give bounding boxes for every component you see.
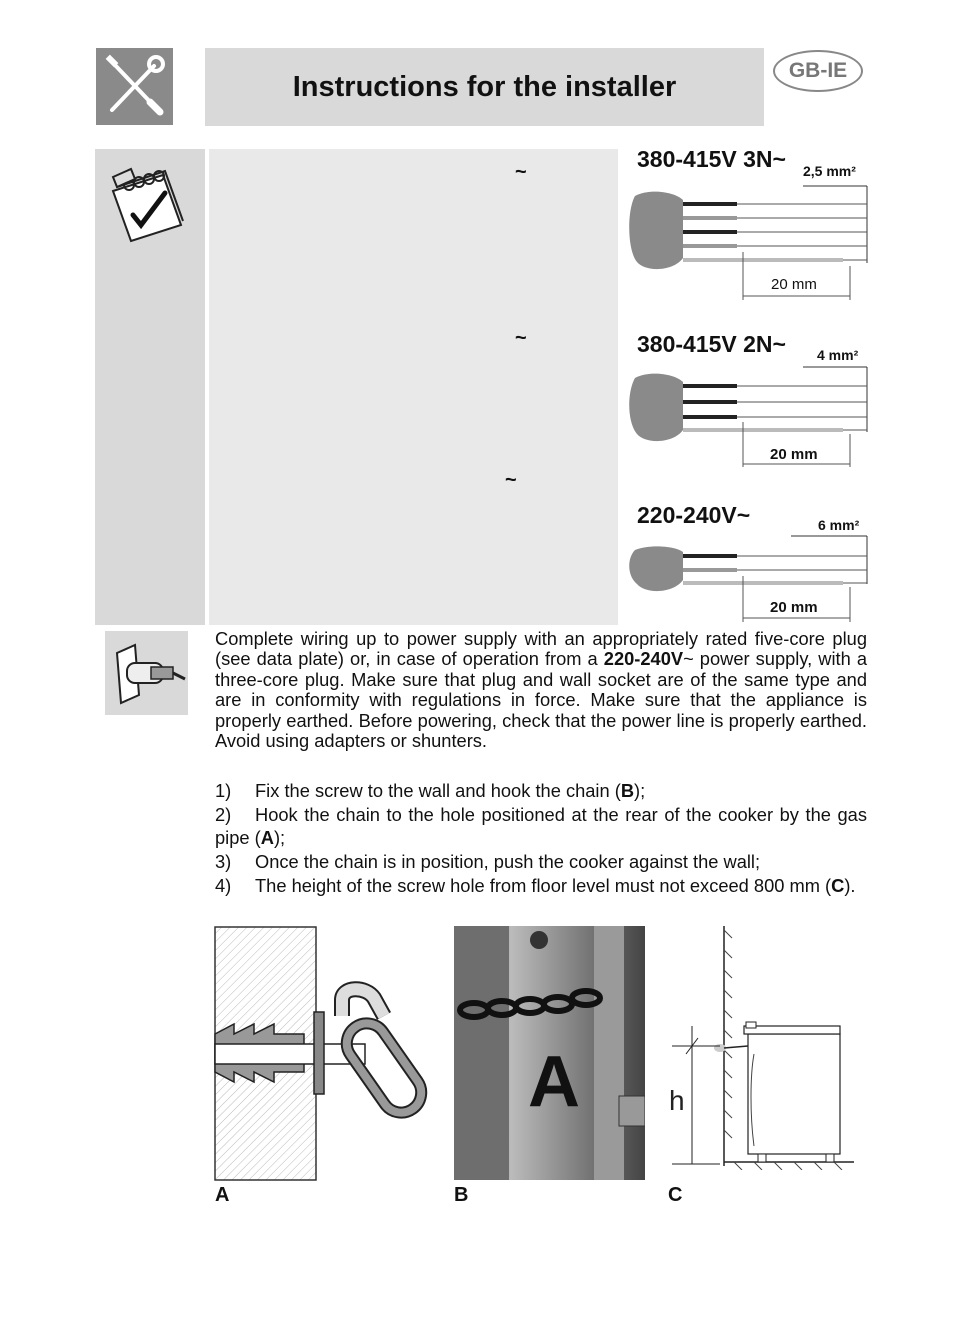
figure-label-a: A (215, 1184, 230, 1206)
checklist-icon (107, 163, 189, 243)
strip-length-label: 20 mm (770, 446, 818, 463)
voltage-label: 380-415V 2N~ (637, 331, 786, 357)
tilde-symbol: ~ (505, 469, 517, 491)
three-core-cable-diagram (625, 532, 875, 624)
voltage-label: 220-240V~ (637, 502, 751, 528)
wall-screw-hook-figure (214, 926, 450, 1182)
step-item: 4) The height of the screw hole from floor level must not exceed 800 mm (C). (215, 875, 856, 896)
tilde-symbol: ~ (515, 161, 527, 183)
country-badge: GB-IE (773, 50, 863, 92)
chain-photo (454, 926, 645, 1180)
figure-label-b: B (454, 1184, 469, 1206)
tilde-symbol: ~ (515, 327, 527, 349)
wall-socket-plug-icon (105, 631, 188, 715)
step-item: 1) Fix the screw to the wall and hook the chain (B); (215, 780, 646, 801)
header-title-box (205, 48, 764, 126)
wire-section-label: 2,5 mm² (803, 163, 856, 179)
step-item: 3) Once the chain is in position, push the cooker against the wall; (215, 851, 761, 872)
plug-instructions: Complete wiring up to power supply with an appropriately rated five-core plug (see data plate) or, in case of operation from a 220-240V~ power supply, with a three-core plug. Make sure that plug and wall socket are of the same type and are in conformity with regulations in force. Make sure that the appliance is properly earthed. Before powering, check that the power line is properly earthed. Avoid using adapters or shunters. (215, 628, 867, 752)
photo-label: A (528, 1042, 580, 1122)
four-core-cable-diagram (625, 362, 875, 472)
sidebar-column (95, 149, 205, 625)
wire-section-label: 6 mm² (818, 517, 860, 533)
tools-icon (96, 48, 173, 125)
voltage-label: 380-415V 3N~ (637, 146, 786, 172)
strip-length-label: 20 mm (770, 599, 818, 616)
step-item: 2) Hook the chain to the hole positioned at the rear of the cooker by the gas pipe (A); (215, 804, 867, 848)
five-core-cable-diagram (625, 180, 875, 305)
page-title: Instructions for the installer (292, 70, 677, 103)
figure-label-c: C (668, 1184, 683, 1206)
wiring-notes-area (209, 149, 618, 625)
strip-length-label: 20 mm (771, 276, 817, 293)
height-clearance-figure (664, 926, 860, 1170)
height-symbol: h (669, 1085, 685, 1116)
wire-section-label: 4 mm² (817, 347, 859, 363)
